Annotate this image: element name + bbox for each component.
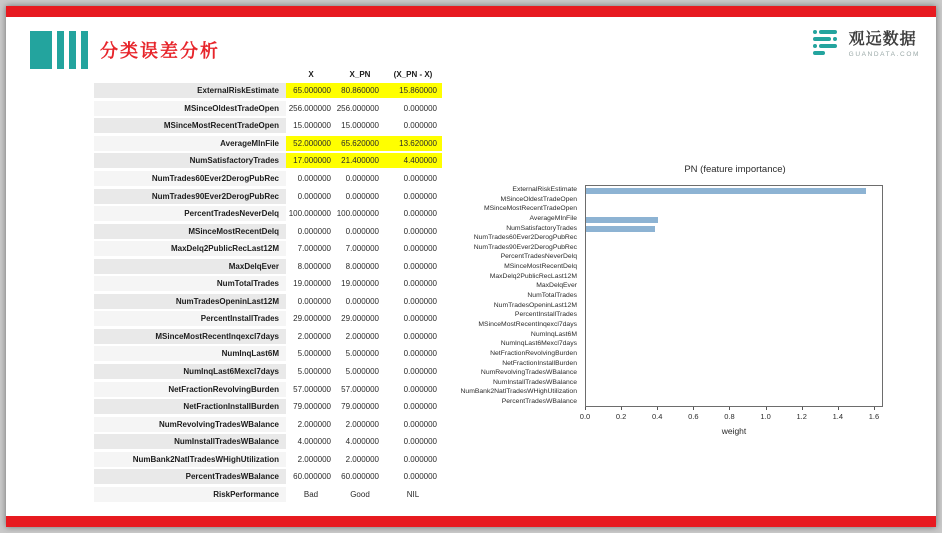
x-tick-mark bbox=[838, 407, 839, 410]
x-tick-mark bbox=[766, 407, 767, 410]
row-label: NetFractionRevolvingBurden bbox=[94, 382, 286, 397]
row-value: 0.000000 bbox=[403, 261, 437, 271]
row-value: 0.000000 bbox=[403, 437, 437, 447]
row-label: NumInqLast6Mexcl7days bbox=[94, 364, 286, 379]
chart-category-label: NumInstallTradesWBalance bbox=[493, 378, 577, 386]
row-value: 5.000000 bbox=[345, 349, 379, 359]
row-value: 57.000000 bbox=[293, 384, 331, 394]
row-label: PercentTradesWBalance bbox=[94, 469, 286, 484]
chart-category-label: PercentInstallTrades bbox=[514, 311, 577, 319]
chart-category-label: PercentTradesWBalance bbox=[501, 398, 577, 406]
row-value: 0.000000 bbox=[297, 226, 331, 236]
row-value: 0.000000 bbox=[403, 419, 437, 429]
row-value: 8.000000 bbox=[297, 261, 331, 271]
row-value: 0.000000 bbox=[297, 191, 331, 201]
table-row bbox=[94, 135, 442, 153]
row-label: AverageMInFile bbox=[94, 136, 286, 151]
page-title: 分类误差分析 bbox=[100, 41, 220, 61]
table-header-x: X bbox=[308, 69, 314, 79]
row-value: 256.000000 bbox=[288, 103, 331, 113]
table-row bbox=[94, 117, 442, 135]
row-value: 100.000000 bbox=[336, 209, 379, 219]
row-value: 60.000000 bbox=[293, 472, 331, 482]
row-value: 60.000000 bbox=[341, 472, 379, 482]
row-value: 0.000000 bbox=[403, 296, 437, 306]
top-accent-bar bbox=[6, 6, 936, 17]
guandata-logo-icon bbox=[811, 28, 841, 61]
row-label: NumBank2NatlTradesWHighUtilization bbox=[94, 452, 286, 467]
x-tick-label: 0.6 bbox=[688, 412, 699, 421]
chart-category-label: NumInqLast6M bbox=[530, 330, 577, 338]
table-row bbox=[94, 293, 442, 311]
row-value: 0.000000 bbox=[403, 103, 437, 113]
table-row bbox=[94, 450, 442, 468]
row-value: 0.000000 bbox=[403, 314, 437, 324]
row-label: PercentTradesNeverDelq bbox=[94, 206, 286, 221]
row-value: 7.000000 bbox=[297, 244, 331, 254]
x-tick-label: 1.4 bbox=[832, 412, 844, 421]
table-row bbox=[94, 82, 442, 100]
row-value: Good bbox=[350, 489, 370, 499]
table-row bbox=[94, 100, 442, 118]
table-row bbox=[94, 205, 442, 223]
table-header-row bbox=[94, 66, 442, 82]
row-value: 65.000000 bbox=[286, 83, 336, 98]
row-label: NumInstallTradesWBalance bbox=[94, 434, 286, 449]
row-value: 0.000000 bbox=[403, 349, 437, 359]
row-value: 29.000000 bbox=[293, 314, 331, 324]
chart-title: PN (feature importance) bbox=[684, 164, 786, 175]
table-row bbox=[94, 433, 442, 451]
x-tick-label: 0.0 bbox=[579, 412, 591, 421]
x-tick-mark bbox=[585, 407, 586, 410]
chart-category-label: MSinceMostRecentTradeOpen bbox=[483, 205, 577, 213]
row-value: 79.000000 bbox=[341, 402, 379, 412]
table-row bbox=[94, 486, 442, 504]
row-value: 0.000000 bbox=[403, 209, 437, 219]
row-value: 0.000000 bbox=[403, 226, 437, 236]
row-value: 0.000000 bbox=[345, 191, 379, 201]
row-label: MaxDelq2PublicRecLast12M bbox=[94, 241, 286, 256]
bottom-accent-bar bbox=[6, 516, 936, 527]
x-tick-mark bbox=[729, 407, 730, 410]
row-value: 0.000000 bbox=[403, 472, 437, 482]
row-value: 57.000000 bbox=[341, 384, 379, 394]
data-table bbox=[94, 66, 442, 503]
table-row bbox=[94, 328, 442, 346]
x-tick-mark bbox=[657, 407, 658, 410]
slide bbox=[6, 6, 936, 527]
x-tick-label: 0.2 bbox=[615, 412, 627, 421]
row-value: 8.000000 bbox=[345, 261, 379, 271]
row-value: 0.000000 bbox=[403, 384, 437, 394]
table-row bbox=[94, 415, 442, 433]
title-decoration-bars-icon bbox=[30, 31, 88, 69]
table-header-empty bbox=[94, 67, 286, 82]
row-label: NumTrades90Ever2DerogPubRec bbox=[94, 189, 286, 204]
row-value: Bad bbox=[303, 489, 319, 499]
row-label: NetFractionInstallBurden bbox=[94, 399, 286, 414]
importance-bar bbox=[586, 226, 655, 232]
chart-category-label: PercentTradesNeverDelq bbox=[500, 253, 577, 261]
row-value: 15.000000 bbox=[293, 121, 331, 131]
row-value: 19.000000 bbox=[293, 279, 331, 289]
row-label: MSinceMostRecentInqexcl7days bbox=[94, 329, 286, 344]
row-value: 15.000000 bbox=[341, 121, 379, 131]
row-value: 5.000000 bbox=[297, 349, 331, 359]
table-row bbox=[94, 468, 442, 486]
row-value: 7.000000 bbox=[345, 244, 379, 254]
row-label: NumTotalTrades bbox=[94, 276, 286, 291]
x-tick-mark bbox=[802, 407, 803, 410]
row-value: 65.620000 bbox=[336, 136, 384, 151]
x-tick-label: 1.2 bbox=[796, 412, 807, 421]
row-value: 52.000000 bbox=[286, 136, 336, 151]
table-row bbox=[94, 310, 442, 328]
chart-plot-area bbox=[585, 185, 883, 407]
row-value: 2.000000 bbox=[297, 454, 331, 464]
row-label: MaxDelqEver bbox=[94, 259, 286, 274]
data-table-body bbox=[94, 82, 442, 503]
chart-category-label: MSinceMostRecentInqexcl7days bbox=[478, 320, 577, 328]
chart-category-label: MaxDelq2PublicRecLast12M bbox=[489, 272, 577, 280]
table-row bbox=[94, 170, 442, 188]
chart-category-label: NumTrades60Ever2DerogPubRec bbox=[473, 234, 577, 242]
x-tick-mark bbox=[693, 407, 694, 410]
row-label: ExternalRiskEstimate bbox=[94, 83, 286, 98]
chart-category-label: MSinceOldestTradeOpen bbox=[500, 195, 577, 203]
row-value: 4.000000 bbox=[297, 437, 331, 447]
row-value: 0.000000 bbox=[345, 296, 379, 306]
row-value: 5.000000 bbox=[297, 367, 331, 377]
table-row bbox=[94, 398, 442, 416]
row-label: NumRevolvingTradesWBalance bbox=[94, 417, 286, 432]
row-value: 2.000000 bbox=[345, 454, 379, 464]
row-value: 79.000000 bbox=[293, 402, 331, 412]
importance-bar bbox=[586, 188, 866, 194]
chart-category-label: MaxDelqEver bbox=[536, 282, 577, 290]
row-label: NumTradesOpeninLast12M bbox=[94, 294, 286, 309]
x-tick-label: 1.6 bbox=[868, 412, 880, 421]
chart-y-axis-labels bbox=[425, 185, 581, 407]
table-row bbox=[94, 345, 442, 363]
table-row bbox=[94, 257, 442, 275]
row-value: 80.860000 bbox=[336, 83, 384, 98]
row-value: 4.400000 bbox=[384, 153, 442, 168]
row-label: MSinceMostRecentTradeOpen bbox=[94, 118, 286, 133]
table-row bbox=[94, 380, 442, 398]
row-value: 0.000000 bbox=[403, 331, 437, 341]
table-row bbox=[94, 240, 442, 258]
logo-company-name: 观远数据 bbox=[848, 31, 917, 49]
chart-category-label: NumSatisfactoryTrades bbox=[506, 224, 577, 232]
row-label: RiskPerformance bbox=[94, 487, 286, 502]
table-row bbox=[94, 275, 442, 293]
row-value: 0.000000 bbox=[403, 121, 437, 131]
row-value: 0.000000 bbox=[403, 402, 437, 412]
guandata-logo bbox=[811, 28, 920, 61]
x-tick-label: 1.0 bbox=[760, 412, 771, 421]
chart-category-label: NumTrades90Ever2DerogPubRec bbox=[473, 243, 577, 251]
row-value: 0.000000 bbox=[403, 454, 437, 464]
row-label: MSinceMostRecentDelq bbox=[94, 224, 286, 239]
x-tick-label: 0.4 bbox=[652, 412, 663, 421]
table-row bbox=[94, 363, 442, 381]
chart-category-label: NumInqLast6Mexcl7days bbox=[500, 340, 577, 348]
row-label: MSinceOldestTradeOpen bbox=[94, 101, 286, 116]
row-value: 13.620000 bbox=[384, 136, 442, 151]
chart-category-label: NetFractionInstallBurden bbox=[502, 359, 577, 367]
row-value: 0.000000 bbox=[403, 191, 437, 201]
chart-category-label: ExternalRiskEstimate bbox=[512, 186, 577, 193]
chart-category-label: NetFractionRevolvingBurden bbox=[490, 349, 577, 357]
chart-category-label: NumTotalTrades bbox=[527, 292, 577, 300]
row-value: 5.000000 bbox=[345, 367, 379, 377]
row-value: 2.000000 bbox=[297, 419, 331, 429]
row-value: 0.000000 bbox=[403, 174, 437, 183]
x-tick-mark bbox=[621, 407, 622, 410]
importance-bar bbox=[586, 217, 658, 223]
table-row bbox=[94, 222, 442, 240]
table-row bbox=[94, 152, 442, 170]
chart-category-label: NumBank2NatlTradesWHighUtilization bbox=[460, 388, 577, 396]
x-tick-mark bbox=[874, 407, 875, 410]
row-label: PercentInstallTrades bbox=[94, 311, 286, 326]
row-value: 0.000000 bbox=[297, 174, 331, 183]
table-header-xpn: X_PN bbox=[349, 69, 371, 79]
row-value: 29.000000 bbox=[341, 314, 379, 324]
row-value: NIL bbox=[406, 489, 420, 499]
row-label: NumTrades60Ever2DerogPubRec bbox=[94, 171, 286, 186]
row-value: 17.000000 bbox=[286, 153, 336, 168]
row-label: NumSatisfactoryTrades bbox=[94, 153, 286, 168]
table-header-diff: (X_PN - X) bbox=[393, 69, 433, 79]
row-value: 4.000000 bbox=[345, 437, 379, 447]
row-value: 100.000000 bbox=[288, 209, 331, 219]
row-value: 0.000000 bbox=[345, 226, 379, 236]
row-value: 0.000000 bbox=[345, 174, 379, 183]
row-value: 0.000000 bbox=[403, 279, 437, 289]
feature-importance-chart bbox=[425, 164, 915, 444]
row-value: 15.860000 bbox=[384, 83, 442, 98]
row-value: 2.000000 bbox=[345, 331, 379, 341]
x-tick-label: 0.8 bbox=[724, 412, 735, 421]
row-value: 0.000000 bbox=[403, 367, 437, 377]
row-label: NumInqLast6M bbox=[94, 346, 286, 361]
row-value: 0.000000 bbox=[297, 296, 331, 306]
slide-header bbox=[30, 30, 220, 70]
row-value: 0.000000 bbox=[403, 244, 437, 254]
row-value: 256.000000 bbox=[336, 103, 379, 113]
chart-category-label: AverageMInFile bbox=[529, 214, 577, 222]
chart-x-axis-label: weight bbox=[721, 426, 747, 436]
chart-category-label: MSinceMostRecentDelq bbox=[504, 263, 577, 271]
chart-category-label: NumRevolvingTradesWBalance bbox=[480, 369, 577, 377]
logo-domain: GUANDATA.COM bbox=[848, 50, 920, 58]
row-value: 21.400000 bbox=[336, 153, 384, 168]
chart-category-label: NumTradesOpeninLast12M bbox=[493, 301, 577, 309]
row-value: 19.000000 bbox=[341, 279, 379, 289]
row-value: 2.000000 bbox=[345, 419, 379, 429]
table-row bbox=[94, 187, 442, 205]
row-value: 2.000000 bbox=[297, 331, 331, 341]
